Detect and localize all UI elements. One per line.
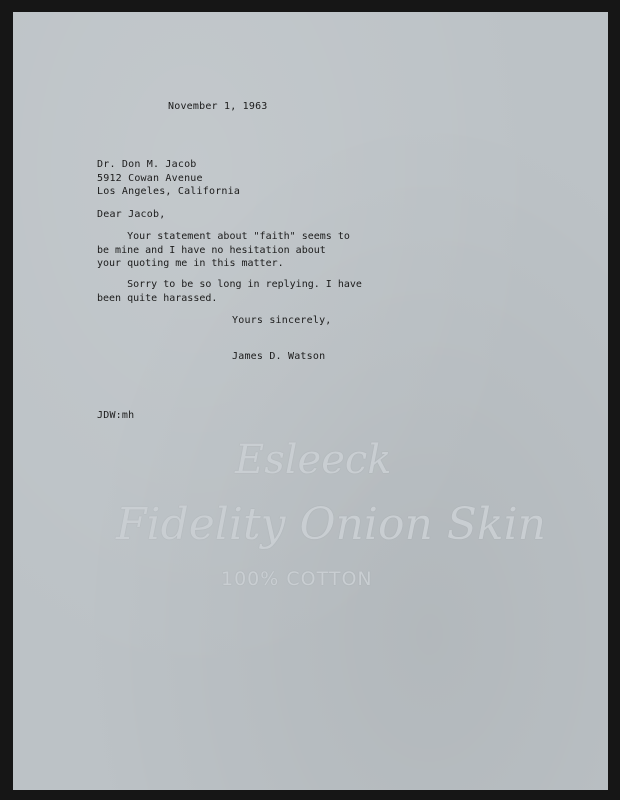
closing: Yours sincerely, <box>232 315 332 326</box>
signature-name: James D. Watson <box>232 351 326 362</box>
letter-date: November 1, 1963 <box>168 101 268 112</box>
body-line: your quoting me in this matter. <box>97 258 284 269</box>
body-line: Your statement about "faith" seems to <box>97 231 350 242</box>
recipient-street: 5912 Cowan Avenue <box>97 172 203 184</box>
body-line: be mine and I have no hesitation about <box>97 244 326 256</box>
body-line: been quite harassed. <box>97 292 218 304</box>
watermark-material: 100% COTTON <box>221 568 373 590</box>
salutation: Dear Jacob, <box>97 209 166 220</box>
body-line: Sorry to be so long in replying. I have <box>97 279 362 290</box>
body-paragraph-1 <box>97 230 350 271</box>
body-paragraph-2 <box>97 278 362 305</box>
recipient-city: Los Angeles, California <box>97 186 241 197</box>
recipient-name: Dr. Don M. Jacob <box>97 159 197 170</box>
letter-sheet <box>13 12 608 790</box>
watermark-product-line: Fidelity Onion Skin <box>116 499 546 550</box>
watermark-brand: Esleeck <box>235 437 392 483</box>
reference-initials: JDW:mh <box>97 410 135 421</box>
